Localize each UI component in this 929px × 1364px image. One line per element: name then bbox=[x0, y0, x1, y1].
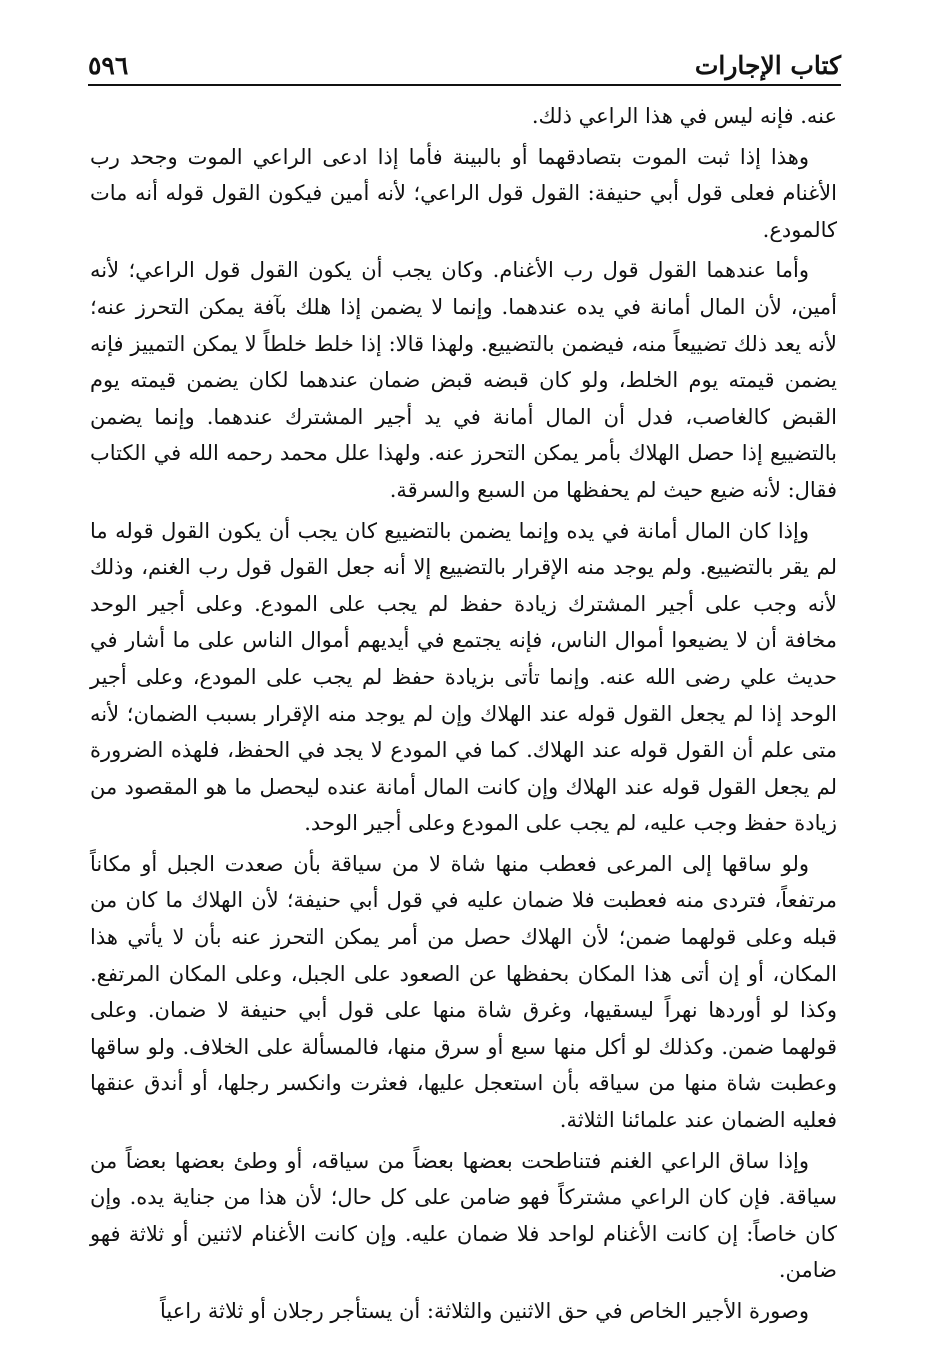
paragraph: ولو ساقها إلى المرعى فعطب منها شاة لا من سياقة بأن صعدت الجبل أو مكاناً مرتفعاً، فتردى منه فعطبت فلا ضمان عليه في قول أبي حنيفة؛ لأن الهلاك ما كان من قبله وعلى قولهما ضمن؛ لأن الهلاك حصل من أمر يمكن التحرز عنه بأن لا يأتي هذا المكان، أو إن أتى هذا المكان بحفظها عن الصعود على الجبل، وعلى المكان المرتفع. وكذا لو أوردها نهراً ليسقيها، وغرق شاة منها على قول أبي حنيفة لا ضمان. وعلى قولهما ضمن. وكذلك لو أكل منها سبع أو سرق منها، فالمسألة على الخلاف. ولو ساقها وعطبت شاة منها من سياقه بأن استعجل عليها، فعثرت وانكسر رجلها، أو أندق عنقها فعليه الضمان عند علمائنا الثلاثة. bbox=[90, 851, 837, 1133]
paragraph: وأما عندهما القول قول رب الأغنام. وكان يجب أن يكون القول قول الراعي؛ لأنه أمين، لأن المال أمانة في يده عندهما. وإنما لا يضمن إذا هلك بآفة يمكن التحرز عنه؛ لأنه يعد ذلك تضييعاً منه، فيضمن بالتضييع. ولهذا قالا: إذا خلط خلطاً لا يمكن التمييز فإنه يضمن قيمته يوم الخلط، ولو كان قبضه قبض ضمان عندهما لكان يضمن قيمته يوم القبض كالغاصب، فدل أن المال أمانة في يد أجير المشترك عندهما. وإنما يضمن بالتضييع إذا حصل الهلاك بأمر يمكن التحرز عنه. ولهذا علل محمد رحمه الله في الكتاب فقال: لأنه ضيع حيث لم يحفظها من السبع والسرقة. bbox=[90, 258, 837, 502]
paragraph: عنه. فإنه ليس في هذا الراعي ذلك. bbox=[531, 104, 837, 128]
paragraph: وهذا إذا ثبت الموت بتصادقهما أو بالبينة فأما إذا ادعى الراعي الموت وجحد رب الأغنام فعلى قول أبي حنيفة: القول قول الراعي؛ لأنه أمين فيكون القول قوله أنه مات كالمودع. bbox=[90, 144, 837, 242]
paragraph: وصورة الأجير الخاص في حق الاثنين والثلاثة: أن يستأجر رجلان أو ثلاثة راعياً bbox=[159, 1299, 809, 1323]
paragraph: وإذا ساق الراعي الغنم فتناطحت بعضها بعضاً من سياقه، أو وطئ بعضها بعضاً من سياقة. فإن كان الراعي مشتركاً فهو ضامن على كل حال؛ لأن هذا من جناية يده. وإن كان خاصاً: إن كانت الأغنام لواحد فلا ضمان عليه. وإن كانت الأغنام لاثنين أو ثلاثة فهو ضامن. bbox=[90, 1148, 837, 1283]
page-number: ٥٩٦ bbox=[88, 51, 129, 80]
page-header bbox=[88, 36, 841, 86]
page-body bbox=[90, 98, 837, 1334]
chapter-title: كتاب الإجارات bbox=[694, 51, 841, 80]
paragraph: وإذا كان المال أمانة في يده وإنما يضمن بالتضييع كان يجب أن يكون القول قوله ما لم يقر بالتضييع. ولم يوجد منه الإقرار بالتضييع إلا أنه جعل القول قول رب الغنم، وذلك لأنه وجب على أجير المشترك زيادة حفظ لم يجب على المودع. وعلى أجير الوحد مخافة أن لا يضيعوا أموال الناس، فإنه يجتمع في أيديهم أموال الناس على ما أشار في حديث علي رضى الله عنه. وإنما تأتى بزيادة حفظ لم يجب على المودع، وعلى أجير الوحد إذا لم يجعل القول قوله عند الهلاك وإن لم يوجد منه الإقرار بسبب الضمان؛ لأنه متى علم أن القول قوله عند الهلاك. كما في المودع لا يجد في الحفظ، فلهذه الضرورة لم يجعل القول قوله عند الهلاك وإن كانت المال أمانة عنده ليحصل ما هو المقصود من زيادة حفظ وجب عليه، لم يجب على المودع وعلى أجير الوحد. bbox=[90, 518, 837, 836]
